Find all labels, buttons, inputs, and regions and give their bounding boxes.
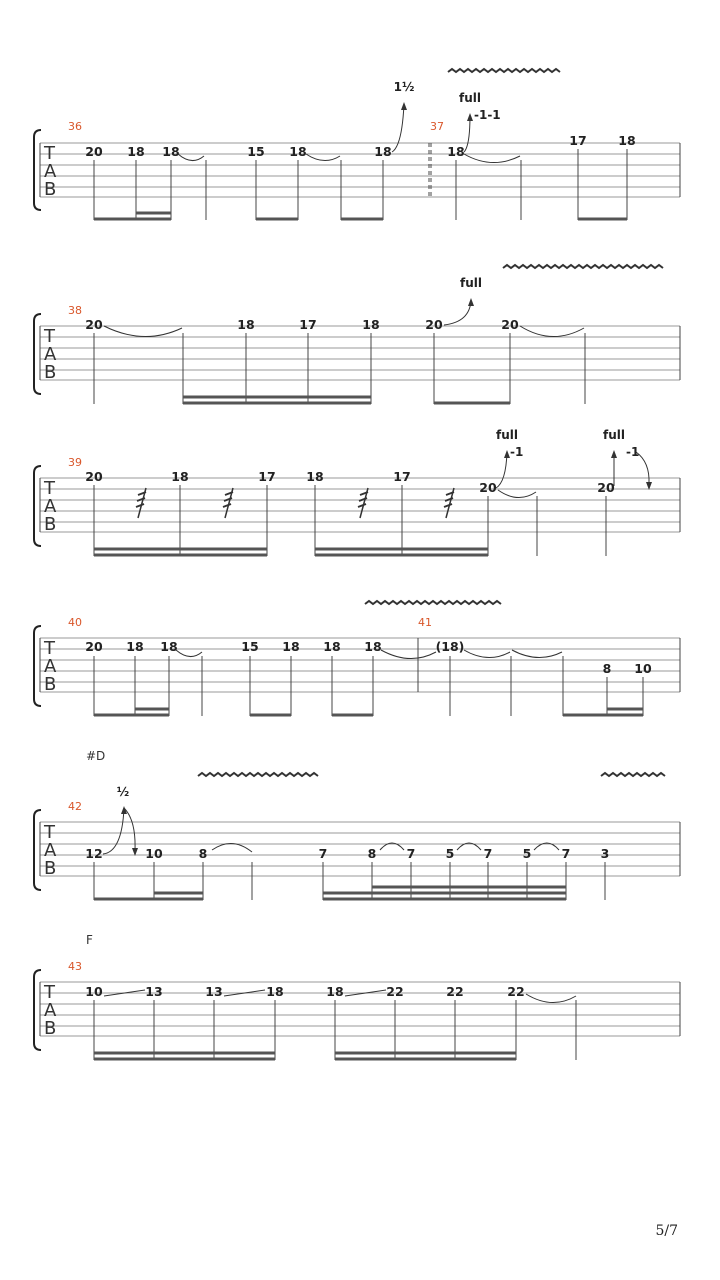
measure-number: 41 xyxy=(418,616,432,629)
fret-number: 8 xyxy=(198,846,208,861)
fret-number: 18 xyxy=(282,639,300,654)
fret-number: 20 xyxy=(85,639,103,654)
tab-letter-a: A xyxy=(44,161,57,182)
fret-number: 15 xyxy=(241,639,259,654)
tab-letter-b: B xyxy=(44,179,57,200)
fret-number: 22 xyxy=(386,984,404,999)
fret-number: 13 xyxy=(145,984,163,999)
fret-number: 15 xyxy=(247,144,265,159)
tab-letter-a: A xyxy=(44,840,57,861)
fret-number: 5 xyxy=(445,846,455,861)
fret-number: 18 xyxy=(326,984,344,999)
tab-letter-b: B xyxy=(44,362,57,383)
page-number: 5/7 xyxy=(655,1223,678,1239)
fret-number: 17 xyxy=(299,317,317,332)
fret-number: 18 xyxy=(171,469,189,484)
bend-label: full xyxy=(459,91,481,105)
fret-number: 18 xyxy=(127,144,145,159)
tab-letter-t: T xyxy=(44,638,55,659)
bend-label: full xyxy=(496,428,518,442)
tab-system-5 xyxy=(34,749,680,900)
tab-letter-b: B xyxy=(44,674,57,695)
tab-letter-t: T xyxy=(44,822,55,843)
bend-release-label: -1 xyxy=(626,445,640,459)
fret-number: 18 xyxy=(374,144,392,159)
fret-number: 7 xyxy=(318,846,328,861)
measure-number: 39 xyxy=(68,456,82,469)
tab-letter-a: A xyxy=(44,496,57,517)
fret-number: 18 xyxy=(306,469,324,484)
measure-number: 40 xyxy=(68,616,82,629)
fret-number: 20 xyxy=(425,317,443,332)
fret-number: 8 xyxy=(602,661,612,676)
fret-number: 3 xyxy=(600,846,610,861)
fret-number: 5 xyxy=(522,846,532,861)
fret-number: 13 xyxy=(205,984,223,999)
tab-system-3 xyxy=(34,428,680,556)
fret-number: 22 xyxy=(507,984,525,999)
fret-number: 18 xyxy=(162,144,180,159)
tab-system-6 xyxy=(34,933,680,1060)
fret-number: 8 xyxy=(367,846,377,861)
fret-number: 18 xyxy=(126,639,144,654)
fret-number: 18 xyxy=(364,639,382,654)
fret-number: 20 xyxy=(479,480,497,495)
fret-number: 10 xyxy=(634,661,652,676)
tab-letter-b: B xyxy=(44,858,57,879)
fret-number: 20 xyxy=(85,144,103,159)
vibrato-mark xyxy=(601,773,665,776)
vibrato-mark xyxy=(503,265,663,268)
tab-letter-a: A xyxy=(44,344,57,365)
fret-number: 12 xyxy=(85,846,103,861)
measure-number: 43 xyxy=(68,960,82,973)
bend-release-label: -1 xyxy=(510,445,524,459)
fret-number: 7 xyxy=(483,846,493,861)
tab-letter-t: T xyxy=(44,478,55,499)
vibrato-mark xyxy=(198,773,318,776)
tab-letter-a: A xyxy=(44,1000,57,1021)
fret-number: 18 xyxy=(618,133,636,148)
tab-system-1 xyxy=(34,69,680,220)
measure-number: 37 xyxy=(430,120,444,133)
tremolo-mark xyxy=(444,488,454,518)
fret-number: 20 xyxy=(501,317,519,332)
chord-name: F xyxy=(86,933,93,947)
fret-number: 10 xyxy=(85,984,103,999)
tremolo-mark xyxy=(136,488,146,518)
measure-number: 38 xyxy=(68,304,82,317)
tremolo-mark xyxy=(358,488,368,518)
tab-system-2 xyxy=(34,265,680,404)
fret-number: 20 xyxy=(85,317,103,332)
bend-label: 1½ xyxy=(393,80,415,94)
measure-number: 36 xyxy=(68,120,82,133)
fret-number: 18 xyxy=(362,317,380,332)
tremolo-mark xyxy=(223,488,233,518)
vibrato-mark xyxy=(448,69,560,72)
fret-number: (18) xyxy=(435,639,465,654)
fret-number: 17 xyxy=(393,469,411,484)
fret-number: 18 xyxy=(266,984,284,999)
fret-number: 18 xyxy=(160,639,178,654)
fret-number: 22 xyxy=(446,984,464,999)
bend-label: full xyxy=(460,276,482,290)
tab-system-4 xyxy=(34,601,680,716)
tab-letter-a: A xyxy=(44,656,57,677)
fret-number: 18 xyxy=(289,144,307,159)
bend-label: ½ xyxy=(116,785,130,799)
tab-letter-t: T xyxy=(44,982,55,1003)
fret-number: 18 xyxy=(323,639,341,654)
tab-letter-b: B xyxy=(44,514,57,535)
tab-letter-b: B xyxy=(44,1018,57,1039)
bend-label: full xyxy=(603,428,625,442)
fret-number: 7 xyxy=(561,846,571,861)
measure-number: 42 xyxy=(68,800,82,813)
tab-letter-t: T xyxy=(44,143,55,164)
bend-release-label: -1-1 xyxy=(474,108,501,122)
vibrato-mark xyxy=(365,601,501,604)
fret-number: 7 xyxy=(406,846,416,861)
fret-number: 17 xyxy=(569,133,587,148)
tab-letter-t: T xyxy=(44,326,55,347)
fret-number: 18 xyxy=(237,317,255,332)
fret-number: 20 xyxy=(85,469,103,484)
fret-number: 10 xyxy=(145,846,163,861)
fret-number: 17 xyxy=(258,469,276,484)
chord-name: #D xyxy=(86,749,106,763)
fret-number: 20 xyxy=(597,480,615,495)
fret-number: 18 xyxy=(447,144,465,159)
